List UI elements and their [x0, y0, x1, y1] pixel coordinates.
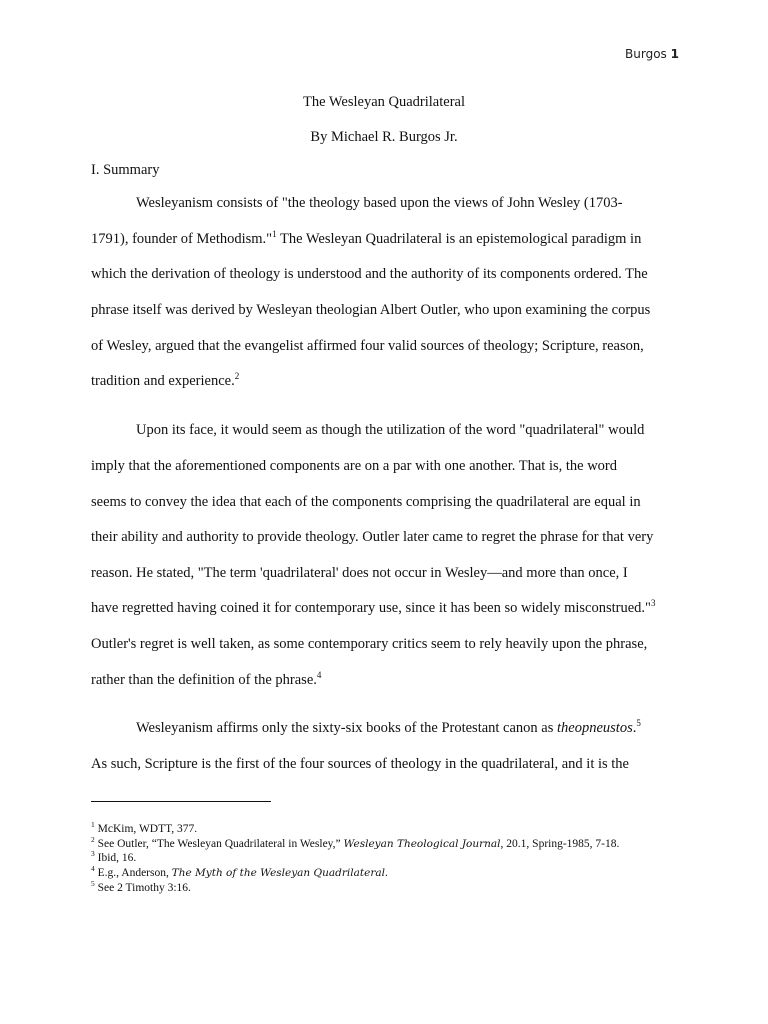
p3-line-2: As such, Scripture is the first of the four sources of theology in the quadrilateral, and it is the: [91, 756, 629, 772]
footnote-1-text: McKim, WDTT, 377.: [97, 823, 198, 835]
footnote-1: [91, 820, 198, 835]
footnote-5-text: See 2 Timothy 3:16.: [97, 882, 191, 894]
p2-line-6: [91, 600, 655, 617]
p1-line-4: phrase itself was derived by Wesleyan theologian Albert Outler, who upon examining the corpus: [91, 302, 651, 318]
footnote-3-number: 3: [91, 849, 95, 859]
p2-line-1: Upon its face, it would seem as though the utilization of the word "quadrilateral" would: [136, 422, 645, 438]
p1-line-5: of Wesley, argued that the evangelist affirmed four valid sources of theology; Scripture, reason,: [91, 338, 644, 354]
p2-line-2: imply that the aforementioned components are on a par with one another. That is, the word: [91, 458, 618, 474]
footnote-2: [91, 835, 620, 850]
p1-line-2: [91, 231, 641, 248]
footnote-4-text-b: .: [384, 867, 388, 879]
footnote-2-number: 2: [91, 835, 95, 845]
footnote-5: [91, 879, 191, 894]
footnote-2-journal: Wesleyan Theological Journal: [343, 838, 501, 850]
section-heading: I. Summary: [91, 162, 160, 178]
footnote-3: [91, 849, 137, 864]
p3-line-1: [136, 720, 641, 737]
p1-line-1: Wesleyanism consists of "the theology based upon the views of John Wesley (1703-: [136, 195, 623, 211]
p3-italic-term: theopneustos: [557, 720, 633, 736]
footnote-ref-1[interactable]: 1: [272, 229, 277, 240]
p3-line-1a: Wesleyanism affirms only the sixty-six books of the Protestant canon as: [136, 720, 558, 736]
footnote-ref-4[interactable]: 4: [316, 670, 322, 681]
footnote-1-number: 1: [91, 820, 95, 830]
p2-line-8a: rather than the definition of the phrase.: [91, 672, 317, 688]
footnote-4-text-a: E.g., Anderson,: [97, 867, 172, 879]
footnote-5-number: 5: [91, 879, 95, 889]
footnote-separator: [91, 801, 271, 802]
p2-line-8: [91, 672, 321, 689]
footnote-4: [91, 864, 388, 879]
footnote-3-text: Ibid, 16.: [97, 852, 137, 864]
page-header: [625, 47, 679, 61]
p1-line-6: [91, 373, 239, 390]
footnote-ref-3[interactable]: 3: [650, 598, 656, 609]
footnote-4-number: 4: [91, 864, 95, 874]
p3-line-1b: .: [632, 720, 637, 736]
footnote-ref-5[interactable]: 5: [636, 718, 641, 729]
header-page-number: 1: [670, 47, 679, 61]
p2-line-7: Outler's regret is well taken, as some contemporary critics seem to rely heavily upon the phrase,: [91, 636, 648, 652]
p2-line-6a: have regretted having coined it for contemporary use, since it has been so widely misconstrued.": [91, 600, 651, 616]
footnote-2-text-b: , 20.1, Spring-1985, 7-18.: [500, 838, 620, 850]
p2-line-3: seems to convey the idea that each of the components comprising the quadrilateral are equal in: [91, 494, 641, 510]
p2-line-4: their ability and authority to provide theology. Outler later came to regret the phrase for that very: [91, 529, 654, 545]
footnote-2-text-a: See Outler, “The Wesleyan Quadrilateral in Wesley,”: [97, 838, 344, 850]
p1-line-2b: The Wesleyan Quadrilateral is an epistemological paradigm in: [276, 231, 642, 247]
document-byline: By Michael R. Burgos Jr.: [310, 129, 458, 145]
footnote-ref-2[interactable]: 2: [234, 371, 240, 382]
document-title: The Wesleyan Quadrilateral: [302, 94, 466, 110]
p1-line-2a: 1791), founder of Methodism.": [91, 231, 273, 247]
footnote-4-book: The Myth of the Wesleyan Quadrilateral: [171, 867, 385, 879]
p2-line-5: reason. He stated, "The term 'quadrilateral' does not occur in Wesley—and more than once, I: [91, 565, 628, 581]
p1-line-3: which the derivation of theology is understood and the authority of its components ordered. The: [91, 266, 648, 282]
header-author: Burgos: [625, 47, 667, 61]
p1-line-6a: tradition and experience.: [91, 373, 235, 389]
